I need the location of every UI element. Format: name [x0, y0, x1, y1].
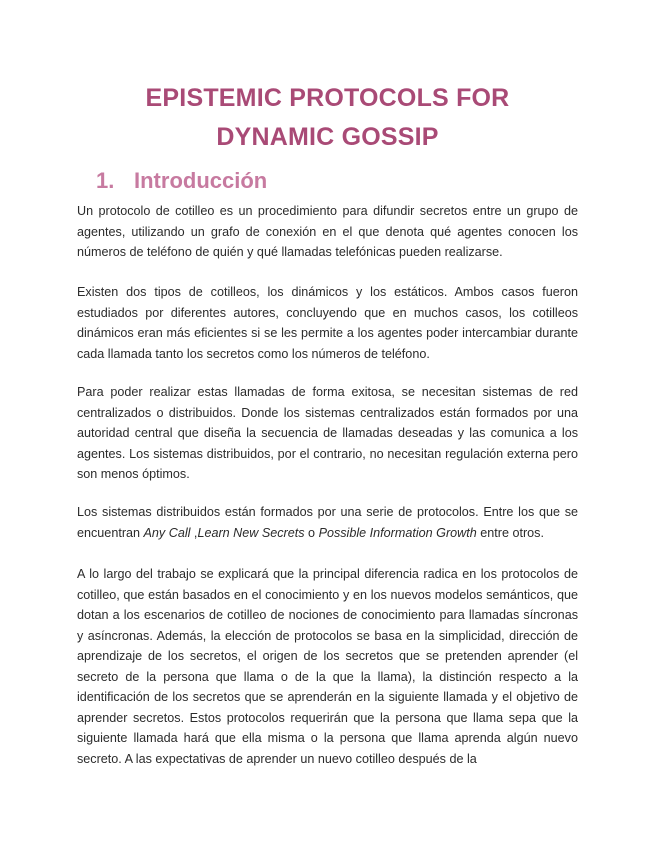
paragraph-4-outro: entre otros.	[476, 525, 544, 540]
protocol-separator-1: ,	[190, 525, 198, 540]
section-heading	[96, 166, 267, 196]
section-title: Introducción	[134, 168, 268, 193]
protocol-possible-information-growth: Possible Information Growth	[318, 525, 477, 540]
protocol-separator-2: o	[304, 525, 319, 540]
document-title-line-2: DYNAMIC GOSSIP	[216, 123, 439, 151]
protocol-any-call: Any Call	[143, 525, 191, 540]
paragraph-2: Existen dos tipos de cotilleos, los dinámicos y los estáticos. Ambos casos fueron estudiados por diferentes autores, concluyendo que en muchos casos, los cotilleos dinámicos eran más eficientes si se les permite a los agentes poder intercambiar durante cada llamada tanto los secretos como los números de teléfono.	[77, 285, 578, 361]
paragraph-4-intro: Los sistemas distribuidos están formados por una serie de protocolos. Entre los que se encuentran	[77, 505, 578, 540]
paragraph-4	[77, 502, 578, 543]
document-title-line-1: EPISTEMIC PROTOCOLS FOR	[145, 84, 510, 112]
paragraph-1: Un protocolo de cotilleo es un procedimiento para difundir secretos entre un grupo de agentes, utilizando un grafo de conexión en el que denota qué agentes conocen los números de teléfono de quién y qué llamadas telefónicas pueden realizarse.	[77, 204, 578, 259]
section-number: 1.	[96, 168, 115, 193]
protocol-learn-new-secrets: Learn New Secrets	[197, 525, 305, 540]
paragraph-5: A lo largo del trabajo se explicará que la principal diferencia radica en los protocolos de cotilleo, que están basados en el conocimiento y en los nuevos modelos semánticos, que dotan a los escenarios de cotilleo de nociones de conocimiento para llamadas síncronas y asíncronas. Además, la elección de protocolos se basa en la simplicidad, dirección de aprendizaje de los secretos, el origen de los secretos que se pretenden aprender (el secreto de la persona que llama o de la que la llama), la distinción respecto a la identificación de los secretos que se aprenderán en la siguiente llamada y el objetivo de aprender secretos. Estos protocolos requerirán que la persona que llama sepa que la siguiente llamada hará que ella misma o la persona que llama aprenda algún nuevo secreto. A las expectativas de aprender un nuevo cotilleo después de la	[77, 567, 578, 766]
paragraph-3: Para poder realizar estas llamadas de forma exitosa, se necesitan sistemas de red centralizados o distribuidos. Donde los sistemas centralizados están formados por una autoridad central que diseña la secuencia de llamadas deseadas y las comunica a los agentes. Los sistemas distribuidos, por el contrario, no necesitan regulación externa pero son menos óptimos.	[77, 385, 578, 481]
